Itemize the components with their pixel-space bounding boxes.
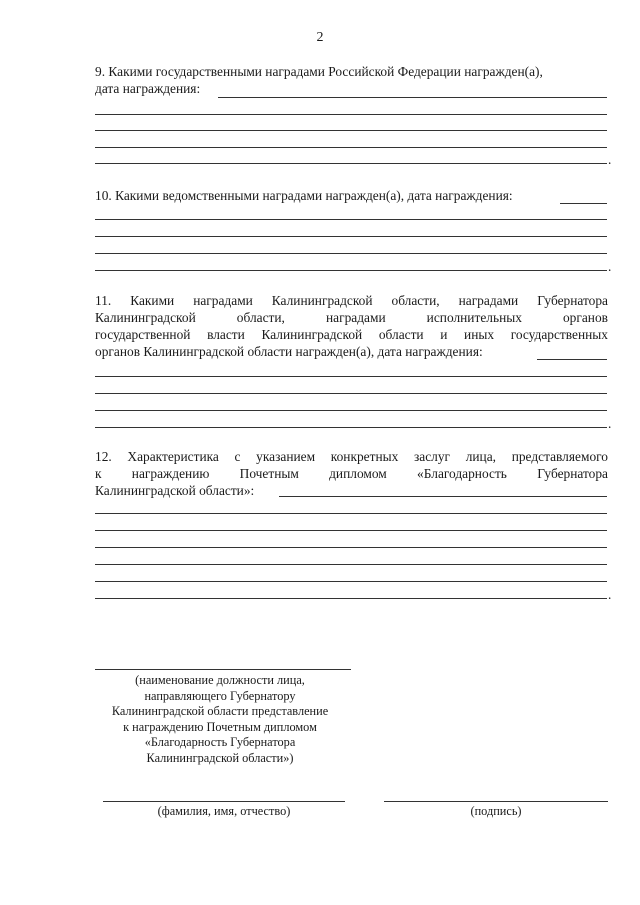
q10-answer-line bbox=[95, 236, 607, 237]
q11-answer-line bbox=[537, 359, 607, 360]
position-caption-line: направляющего Губернатору bbox=[144, 688, 296, 703]
q9-text-line1: 9. Какими государственными наградами Российской Федерации награжден(а), bbox=[95, 64, 543, 79]
q11-text-line2: Калининградской области, наградами исполнительных органов bbox=[95, 310, 608, 325]
q10-end-mark: . bbox=[608, 259, 612, 274]
position-caption-line: «Благодарность Губернатора bbox=[144, 735, 296, 750]
q12-answer-line bbox=[95, 581, 607, 582]
q12-end-mark: . bbox=[608, 587, 612, 602]
q12-text-line3: Калининградской области»: bbox=[95, 483, 255, 498]
page-number: 2 bbox=[316, 30, 324, 45]
q12-answer-line bbox=[279, 496, 607, 497]
position-caption-line: Калининградской области представление bbox=[111, 704, 329, 719]
q10-answer-line bbox=[560, 203, 607, 204]
q12-answer-line bbox=[95, 547, 607, 548]
q9-answer-line bbox=[95, 163, 607, 164]
q11-text-line3: государственной власти Калининградской области и иных государственных bbox=[95, 327, 608, 342]
q10-answer-line bbox=[95, 253, 607, 254]
q11-text-line1: 11. Какими наградами Калининградской области, наградами Губернатора bbox=[95, 293, 608, 308]
q11-answer-line bbox=[95, 410, 607, 411]
q12-text-line1: 12. Характеристика с указанием конкретных заслуг лица, представляемого bbox=[95, 449, 608, 464]
q9-text-line2: дата награждения: bbox=[95, 81, 201, 96]
q11-answer-line bbox=[95, 376, 607, 377]
name-signature-line bbox=[103, 801, 345, 802]
signature-caption: (подпись) bbox=[470, 804, 522, 818]
position-caption-line: Калининградской области») bbox=[146, 750, 294, 765]
name-caption: (фамилия, имя, отчество) bbox=[157, 804, 291, 818]
q11-text-line4: органов Калининградской области награжден(а), дата награждения: bbox=[95, 344, 483, 359]
position-signature-line bbox=[95, 669, 351, 670]
position-caption-line: (наименование должности лица, bbox=[135, 673, 305, 687]
q9-end-mark: . bbox=[608, 152, 612, 167]
q11-end-mark: . bbox=[608, 416, 612, 431]
q9-answer-line bbox=[95, 130, 607, 131]
q9-answer-line bbox=[95, 147, 607, 148]
position-caption-line: к награждению Почетным дипломом bbox=[123, 719, 317, 734]
q9-answer-line bbox=[218, 97, 607, 98]
q12-answer-line bbox=[95, 564, 607, 565]
q12-text-line2: к награждению Почетным дипломом «Благодарность Губернатора bbox=[95, 466, 608, 481]
signature-line bbox=[384, 801, 608, 802]
q10-answer-line bbox=[95, 270, 607, 271]
q12-answer-line bbox=[95, 530, 607, 531]
q11-answer-line bbox=[95, 427, 607, 428]
q10-text-line1: 10. Какими ведомственными наградами награжден(а), дата награждения: bbox=[95, 188, 513, 203]
q12-answer-line bbox=[95, 598, 607, 599]
q9-answer-line bbox=[95, 114, 607, 115]
q11-answer-line bbox=[95, 393, 607, 394]
position-caption bbox=[60, 673, 380, 767]
q10-answer-line bbox=[95, 219, 607, 220]
q12-answer-line bbox=[95, 513, 607, 514]
